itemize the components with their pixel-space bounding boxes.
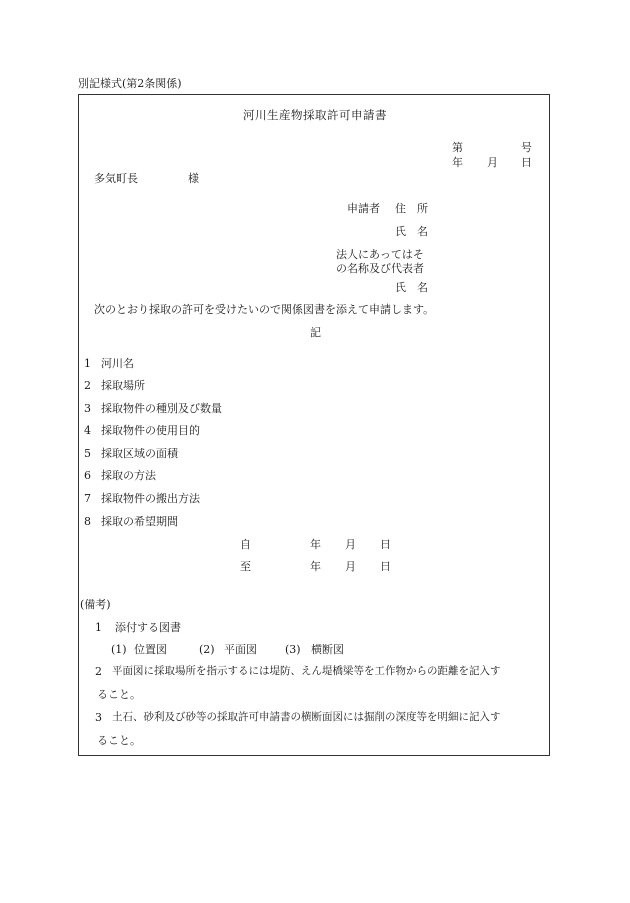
item-text: 採取の希望期間 xyxy=(101,515,178,528)
period-from-year: 年 xyxy=(310,538,321,551)
applicant-corporate-line2: の名称及び代表者 xyxy=(336,262,424,275)
period-to-day: 日 xyxy=(380,560,391,573)
item-number: 4 xyxy=(84,424,91,437)
period-from-month: 月 xyxy=(345,538,356,551)
drawing-2-text: 平面図 xyxy=(224,643,257,656)
item-text: 採取物件の種別及び数量 xyxy=(101,402,222,415)
item-number: 5 xyxy=(84,447,91,460)
period-to-year: 年 xyxy=(310,560,321,573)
applicant-address-label: 住 所 xyxy=(395,202,428,215)
item-text: 採取物件の使用目的 xyxy=(101,424,200,437)
item-number: 1 xyxy=(84,357,91,370)
form-header-label: 別記様式(第2条関係) xyxy=(78,77,182,90)
period-to-label: 至 xyxy=(240,560,251,573)
drawing-3-text: 横断図 xyxy=(311,643,344,656)
form-title: 河川生産物採取許可申請書 xyxy=(243,108,387,122)
item-text: 採取の方法 xyxy=(101,469,156,482)
applicant-corporate-line1: 法人にあってはそ xyxy=(336,248,424,261)
drawing-3-number: (3) xyxy=(285,643,301,656)
applicant-name-label-2: 氏 名 xyxy=(395,281,428,294)
period-from-day: 日 xyxy=(380,538,391,551)
application-statement: 次のとおり採取の許可を受けたいので関係図書を添えて申請します。 xyxy=(94,303,435,316)
remark-2-line2: ること。 xyxy=(97,688,141,701)
addressee-honorific: 様 xyxy=(188,172,199,185)
date-year: 年 xyxy=(452,156,463,169)
period-from-label: 自 xyxy=(240,538,251,551)
remarks-heading: (備考) xyxy=(80,598,111,611)
item-text: 採取物件の搬出方法 xyxy=(101,492,200,505)
remark-3-line1: 土石、砂利及び砂等の採取許可申請書の横断面図には掘削の深度等を明細に記入す xyxy=(112,711,501,723)
addressee-name: 多気町長 xyxy=(94,172,138,185)
remark-2-line1: 平面図に採取場所を指示するには堤防、えん堤橋梁等を工作物からの距離を記入す xyxy=(112,665,501,677)
drawing-1-number: (1) xyxy=(111,643,127,656)
applicant-name-label: 氏 名 xyxy=(395,225,428,238)
remark-1-number: 1 xyxy=(95,621,102,634)
item-number: 8 xyxy=(84,515,91,528)
remark-3-line2: ること。 xyxy=(97,734,141,747)
drawing-1-text: 位置図 xyxy=(134,643,167,656)
number-dai: 第 xyxy=(452,141,463,154)
item-text: 採取区域の面積 xyxy=(101,447,178,460)
number-go: 号 xyxy=(521,141,532,154)
item-text: 採取場所 xyxy=(101,379,145,392)
item-number: 2 xyxy=(84,379,91,392)
item-text: 河川名 xyxy=(101,357,134,370)
remark-3-number: 3 xyxy=(95,711,102,724)
item-number: 6 xyxy=(84,469,91,482)
item-number: 3 xyxy=(84,402,91,415)
period-to-month: 月 xyxy=(345,560,356,573)
date-month: 月 xyxy=(487,156,498,169)
remark-1-text: 添付する図書 xyxy=(115,621,181,634)
drawing-2-number: (2) xyxy=(199,643,215,656)
ki-heading: 記 xyxy=(310,326,321,339)
remark-2-number: 2 xyxy=(95,665,102,678)
applicant-label: 申請者 xyxy=(347,202,380,215)
date-day: 日 xyxy=(521,156,532,169)
item-number: 7 xyxy=(84,492,91,505)
